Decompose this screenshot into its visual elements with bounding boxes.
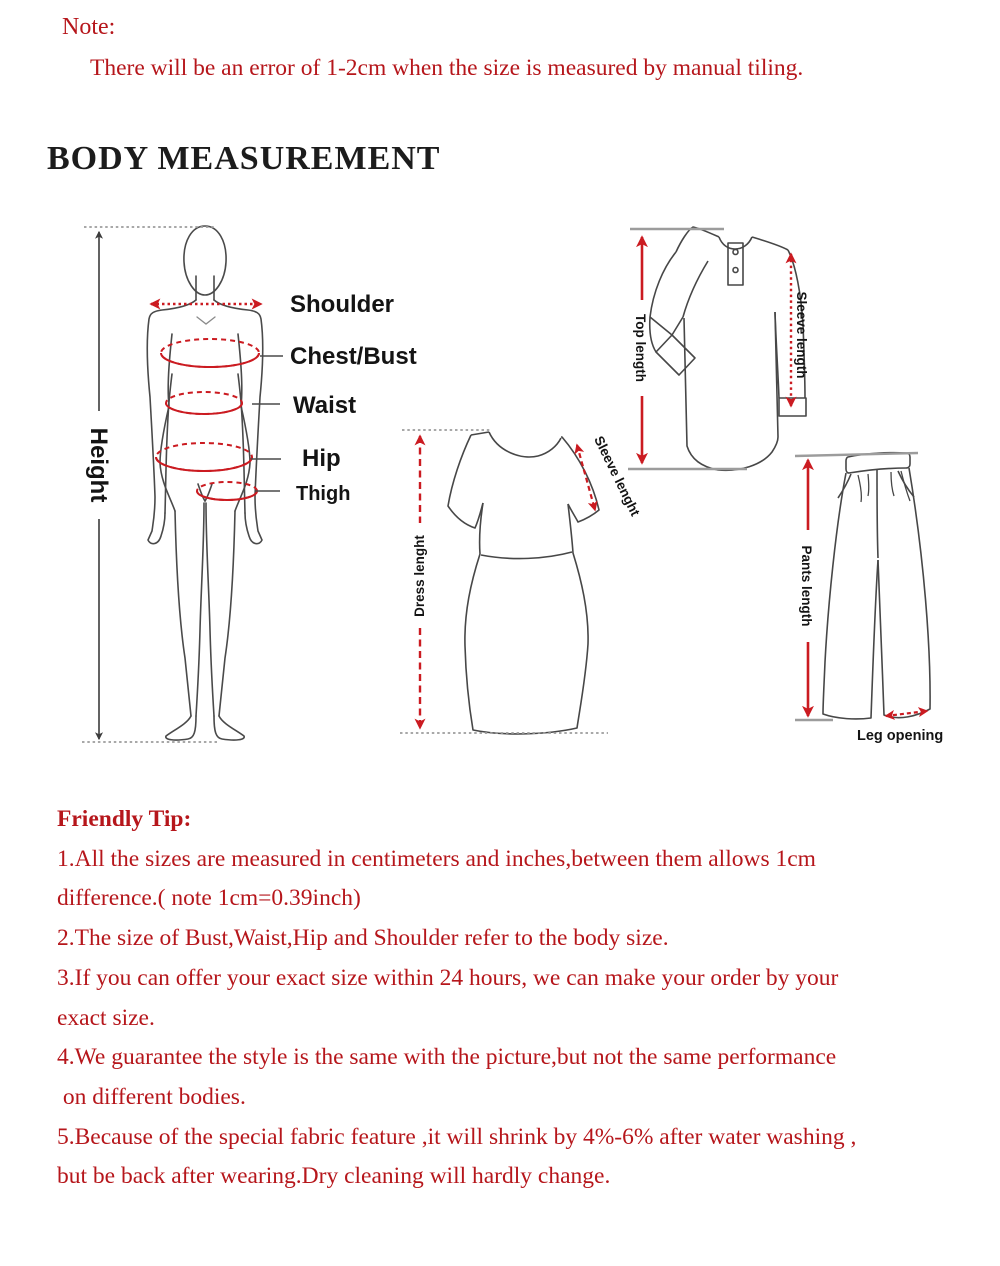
dress-right-sleeve — [561, 437, 599, 522]
pants-outline — [823, 453, 930, 719]
page-title: BODY MEASUREMENT — [47, 140, 441, 177]
tip-line-5: exact size. — [57, 1004, 155, 1031]
dress-measures — [400, 430, 643, 733]
dress-body — [465, 503, 588, 734]
shirt-button-2 — [733, 268, 738, 273]
pants-right-leg — [878, 468, 930, 718]
shirt-button-1 — [733, 250, 738, 255]
shirt-body — [684, 312, 778, 470]
dress-sleeve-length-label: Sleeve lenght — [591, 433, 643, 519]
waist-label: Waist — [293, 392, 357, 419]
dress-left-shoulder — [471, 432, 489, 435]
leg-opening-label: Leg opening — [857, 728, 944, 744]
top-length-label: Top length — [633, 314, 648, 382]
pants-guide-top — [795, 453, 918, 456]
height-label: Height — [85, 427, 112, 503]
tip-line-3: 2.The size of Bust,Waist,Hip and Shoulder refer to the body size. — [57, 925, 669, 952]
tip-line-1: 1.All the sizes are measured in centimeters and inches,between them allows 1cm — [57, 845, 816, 872]
body-left-foot — [166, 716, 196, 740]
tip-line-6: 4.We guarantee the style is the same with the picture,but not the same performance — [57, 1044, 837, 1071]
dress-waist-seam — [481, 552, 572, 559]
body-left-leg — [175, 503, 204, 716]
tip-line-7: on different bodies. — [57, 1083, 246, 1110]
dress-neckline — [489, 432, 561, 457]
body-right-foot — [214, 716, 244, 740]
tip-line-8: 5.Because of the special fabric feature ,it will shrink by 4%-6% after water washing , — [57, 1123, 857, 1150]
shirt-right-cuff — [779, 398, 806, 416]
pants-center-seam — [877, 470, 878, 558]
shirt-right-shoulder — [752, 237, 788, 250]
pants-measures — [795, 453, 943, 744]
tip-line-4: 3.If you can offer your exact size within 24 hours, we can make your order by your — [57, 964, 839, 991]
dress-left-sleeve — [448, 435, 483, 528]
chest-ellipse-solid — [161, 353, 259, 367]
shoulder-label: Shoulder — [290, 291, 395, 318]
shirt-left-shoulder — [676, 227, 719, 252]
body-head — [184, 226, 226, 295]
dress-outline — [448, 432, 599, 734]
chest-label: Chest/Bust — [290, 343, 417, 370]
friendly-tip-section — [57, 800, 967, 1197]
note-heading: Note: — [62, 14, 116, 40]
hip-ellipse-solid — [156, 457, 252, 471]
waist-ellipse-solid — [166, 403, 242, 414]
body-part-labels — [251, 291, 417, 505]
shirt-left-sleeve-inner — [683, 261, 708, 317]
note-body: There will be an error of 1-2cm when the size is measured by manual tiling. — [90, 55, 804, 81]
tip-line-9: but be back after wearing.Dry cleaning will hardly change. — [57, 1163, 611, 1190]
body-right-leg — [206, 503, 235, 716]
thigh-label: Thigh — [296, 483, 351, 505]
body-collarbone — [197, 317, 215, 324]
shirt-left-cuff — [656, 335, 695, 375]
shirt-left-sleeve — [650, 252, 676, 352]
dress-length-label: Dress lenght — [412, 535, 427, 617]
pants-length-label: Pants length — [799, 545, 814, 627]
top-garment-outline — [650, 227, 806, 470]
friendly-tip-heading: Friendly Tip: — [57, 806, 192, 832]
shirt-sleeve-length-label: Sleeve length — [794, 291, 809, 379]
pants-left-leg — [823, 473, 878, 719]
body-neck — [196, 276, 214, 300]
tip-line-2: difference.( note 1cm=0.39inch) — [57, 885, 361, 912]
dress-sleeve-arrow — [577, 445, 595, 510]
pants-pleats — [858, 471, 910, 502]
hip-label: Hip — [302, 445, 341, 472]
shirt-left-sleeve-fold — [650, 317, 683, 335]
